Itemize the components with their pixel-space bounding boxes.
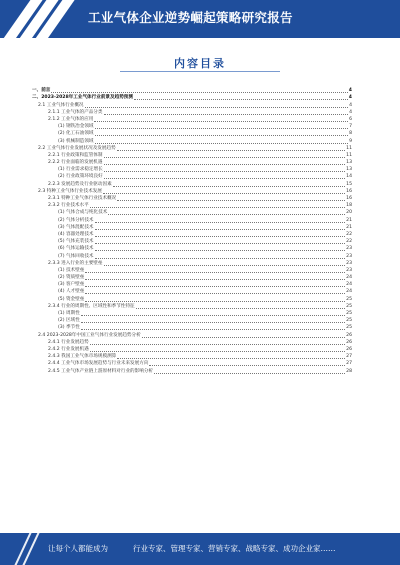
toc-entry-page: 27 [346,361,352,367]
toc-title-rule [120,71,280,72]
toc-entry-page: 25 [346,303,352,309]
toc-entry[interactable] [32,165,352,172]
toc-entry-page: 24 [346,275,352,281]
toc-entry-label: 2.4 2023-2028年中国工业气体行业发展趋势分析 [38,332,141,338]
toc-entry-page: 21 [346,217,352,223]
toc-entry[interactable] [32,172,352,179]
toc-entry[interactable] [32,244,352,251]
toc-entry[interactable] [32,352,352,359]
toc-entry[interactable] [32,208,352,215]
toc-entry-label: 2.2.3 发展趋势及行业驱动因素 [48,181,112,187]
toc-entry-label: (2) 区域性 [58,318,80,324]
toc-entry-page: 23 [346,267,352,273]
toc-entry-page: 25 [346,318,352,324]
toc-entry-page: 23 [346,246,352,252]
toc-entry[interactable] [32,309,352,316]
toc-entry[interactable] [32,122,352,129]
toc-entry-page: 28 [346,368,352,374]
toc-entry[interactable] [32,158,352,165]
toc-entry-label: (3) 客户壁垒 [58,282,85,288]
toc-entry[interactable] [32,323,352,330]
toc-entry-page: 8 [349,131,352,137]
toc-entry-label: 2.3.2 行业技术水平 [48,203,89,209]
toc-entry[interactable] [32,115,352,122]
toc-entry-page: 22 [346,231,352,237]
toc-entry-label: (1) 技术壁垒 [58,267,85,273]
toc-entry-label: (3) 季节性 [58,325,80,331]
toc-entry-page: 26 [346,346,352,352]
toc-entry-label: 2.3 特种工业气体行业技术发展 [38,188,102,194]
toc-entry-label: (3) 气体混配技术 [58,224,94,230]
toc-entry[interactable] [32,108,352,115]
toc-entry-label: 2.2 工业气体行业发展状况及发展趋势 [38,145,116,151]
toc-entry-label: (5) 气体充装技术 [58,239,94,245]
toc-entry-label: (2) 行业政策环境良好 [58,174,103,180]
toc-entry-label: 2.4.3 我国工业气体市场规模测算 [48,354,117,360]
toc-entry-page: 25 [346,325,352,331]
toc-entry-page: 11 [346,145,352,151]
toc-entry-label: (1) 气体合成与纯化技术 [58,210,108,216]
toc-entry-page: 11 [346,152,352,158]
toc-entry[interactable] [32,366,352,373]
toc-entry[interactable] [32,201,352,208]
header-banner [0,0,400,38]
toc-entry[interactable] [32,179,352,186]
toc-entry-page: 16 [346,188,352,194]
toc-entry-page: 21 [346,224,352,230]
toc-entry-page: 27 [346,354,352,360]
toc-entry-label: 2.4.2 行业发展机遇 [48,346,89,352]
toc-entry-label: (1) 周期性 [58,311,80,316]
toc-entry-page: 25 [346,296,352,302]
toc-entry-page: 22 [346,239,352,245]
toc-entry-page: 20 [346,210,352,216]
toc-entry-label: 2.3.3 进入行业的主要壁垒 [48,260,103,266]
toc-entry-label: 2.2.2 行业面临的发展机遇 [48,160,103,166]
toc-entry-label: 2.4.4 工业气体市场发展趋势与行业未来发展方向 [48,361,149,367]
toc-entry-label: 2.1 工业气体行业概况 [38,102,84,108]
toc-entry[interactable] [32,287,352,294]
toc-entry-page: 9 [349,138,352,144]
toc-entry-page: 26 [346,332,352,338]
toc-entry[interactable] [32,187,352,194]
toc-entry-label: (1) 钢铁冶金领域 [58,124,94,130]
toc-entry-page: 4 [348,88,352,94]
toc-entry-page: 4 [348,95,352,101]
toc-entry-page: 24 [346,282,352,288]
toc-entry-page: 4 [349,109,352,115]
toc-entry-label: (5) 资金壁垒 [58,296,85,302]
toc-entry-label: 2.2.1 行业政策和监管体制 [48,152,103,158]
toc-entry-page: 13 [346,167,352,173]
toc-entry[interactable] [32,144,352,151]
toc-entry[interactable] [32,266,352,273]
toc-entry-page: 26 [346,339,352,345]
toc-entry[interactable] [32,215,352,222]
toc-entry-label: 二、2023-2028年工业气体行业前景及趋势预测 [32,95,133,101]
toc-title: 内容目录 [174,57,226,70]
footer-roles: 行业专家、管理专家、营销专家、战略专家、成功企业家…… [133,544,336,553]
toc-entry[interactable] [32,259,352,266]
toc-entry[interactable] [32,194,352,201]
toc-entry[interactable] [32,223,352,230]
toc-entry[interactable] [32,100,352,107]
toc-entry[interactable] [32,151,352,158]
toc-entry-label: 2.1.2 工业气体的应用 [48,116,94,122]
toc-entry[interactable] [32,251,352,258]
toc-entry[interactable] [32,136,352,143]
toc-entry[interactable] [32,273,352,280]
toc-entry-label: (6) 气体运输技术 [58,246,94,252]
toc-entry-page: 6 [349,116,352,122]
toc-entry-label: (1) 行业需求稳定增长 [58,167,103,173]
toc-entry-label: (4) 人才壁垒 [58,289,85,295]
toc-entry[interactable] [32,359,352,366]
toc-entry-label: (3) 机械制造领域 [58,138,94,144]
toc-entry-page: 18 [346,203,352,209]
footer-slogan: 让每个人都能成为 [48,544,108,553]
toc-entry-page: 23 [346,260,352,266]
toc-leader-dots [154,370,345,374]
toc-entry[interactable] [32,338,352,345]
toc-entry[interactable] [32,237,352,244]
toc-entry-label: 2.4.1 行业发展趋势 [48,339,89,345]
toc-entry-page: 14 [346,174,352,180]
toc-entry-label: (7) 气体回收技术 [58,253,94,259]
toc-entry-label: 2.4.5 工业气体产业链上游原材料对行业的影响分析 [48,368,154,374]
toc-entry-page: 25 [346,311,352,316]
toc-entry[interactable] [32,294,352,301]
toc-entry-page: 16 [346,196,352,201]
toc-entry[interactable] [32,330,352,337]
toc-entry-label: 一、前言 [32,88,51,94]
toc-entry[interactable] [32,280,352,287]
toc-entry-label: (2) 资质壁垒 [58,275,85,281]
toc-entry-label: (4) 容器处理技术 [58,231,94,237]
toc-entry[interactable] [32,129,352,136]
table-of-contents [32,86,352,374]
toc-entry-page: 4 [349,102,352,108]
toc-entry[interactable] [32,316,352,323]
toc-entry[interactable] [32,302,352,309]
toc-entry-page: 24 [346,289,352,295]
toc-entry-label: 2.3.1 特种工业气体行业技术概况 [48,196,117,201]
toc-entry-page: 7 [349,124,352,130]
toc-entry-label: 2.1.1 工业气体的产品分类 [48,109,103,115]
toc-entry-label: (2) 气体分析技术 [58,217,94,223]
toc-entry[interactable] [32,86,352,93]
footer-banner [0,533,400,565]
toc-entry-label: 2.3.4 行业的周期性、区域性和季节性特征 [48,303,135,309]
toc-entry-page: 13 [346,160,352,166]
toc-entry[interactable] [32,93,352,100]
toc-entry[interactable] [32,230,352,237]
toc-entry-page: 23 [346,253,352,259]
toc-entry-page: 15 [346,181,352,187]
report-title: 工业气体企业逆势崛起策略研究报告 [88,10,293,25]
toc-entry[interactable] [32,345,352,352]
toc-entry-label: (2) 化工石油领域 [58,131,94,137]
